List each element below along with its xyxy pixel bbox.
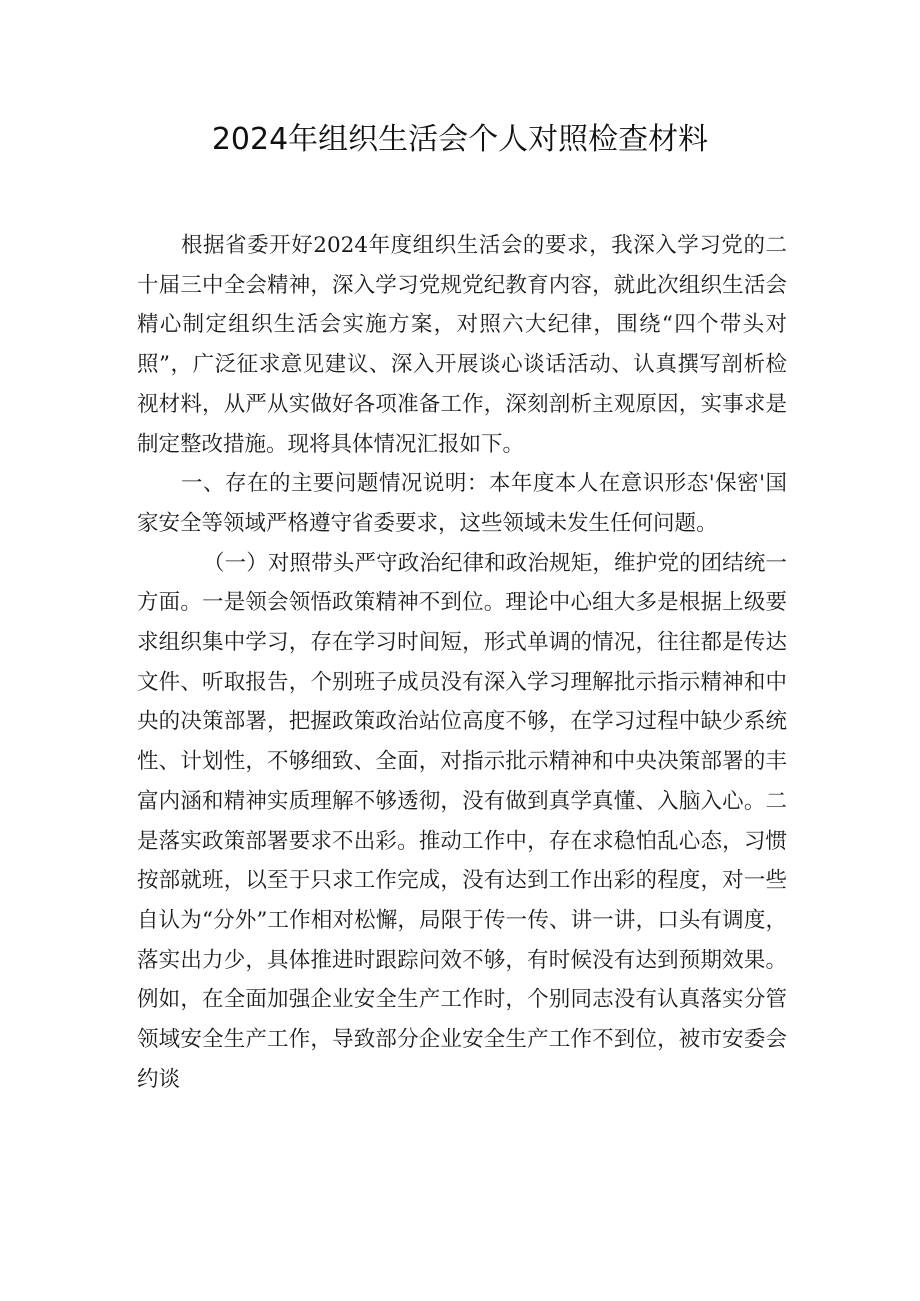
paragraph-section-one: 一、存在的主要问题情况说明：本年度本人在意识形态'保密'国家安全等领域严格遵守省委要求，这些领域未发生任何问题。 — [137, 471, 787, 536]
document-title: 2024年组织生活会个人对照检查材料 — [211, 122, 709, 157]
document-body — [137, 226, 787, 1099]
paragraph-intro: 根据省委开好2024年度组织生活会的要求，我深入学习党的二十届三中全会精神，深入学习党规党纪教育内容，就此次组织生活会精心制定组织生活会实施方案，对照六大纪律，围绕“四个带头对照”，广泛征求意见建议、深入开展谈心谈话活动、认真撰写剖析检视材料，从严从实做好各项准备工作，深刻剖析主观原因，实事求是制定整改措施。现将具体情况汇报如下。 — [137, 233, 787, 457]
paragraph-subsection-one: （一）对照带头严守政治纪律和政治规矩，维护党的团结统一方面。一是领会领悟政策精神不到位。理论中心组大多是根据上级要求组织集中学习，存在学习时间短，形式单调的情况，往往都是传达文件、听取报告，个别班子成员没有深入学习理解批示指示精神和中央的决策部署，把握政策政治站位高度不够，在学习过程中缺少系统性、计划性，不够细致、全面，对指示批示精神和中央决策部署的丰富内涵和精神实质理解不够透彻，没有做到真学真懂、入脑入心。二是落实政策部署要求不出彩。推动工作中，存在求稳怕乱心态，习惯按部就班，以至于只求工作完成，没有达到工作出彩的程度，对一些自认为“分外”工作相对松懈，局限于传一传、讲一讲，口头有调度，落实出力少，具体推进时跟踪问效不够，有时候没有达到预期效果。例如，在全面加强企业安全生产工作时，个别同志没有认真落实分管领域安全生产工作，导致部分企业安全生产工作不到位，被市安委会约谈 — [137, 550, 787, 1092]
